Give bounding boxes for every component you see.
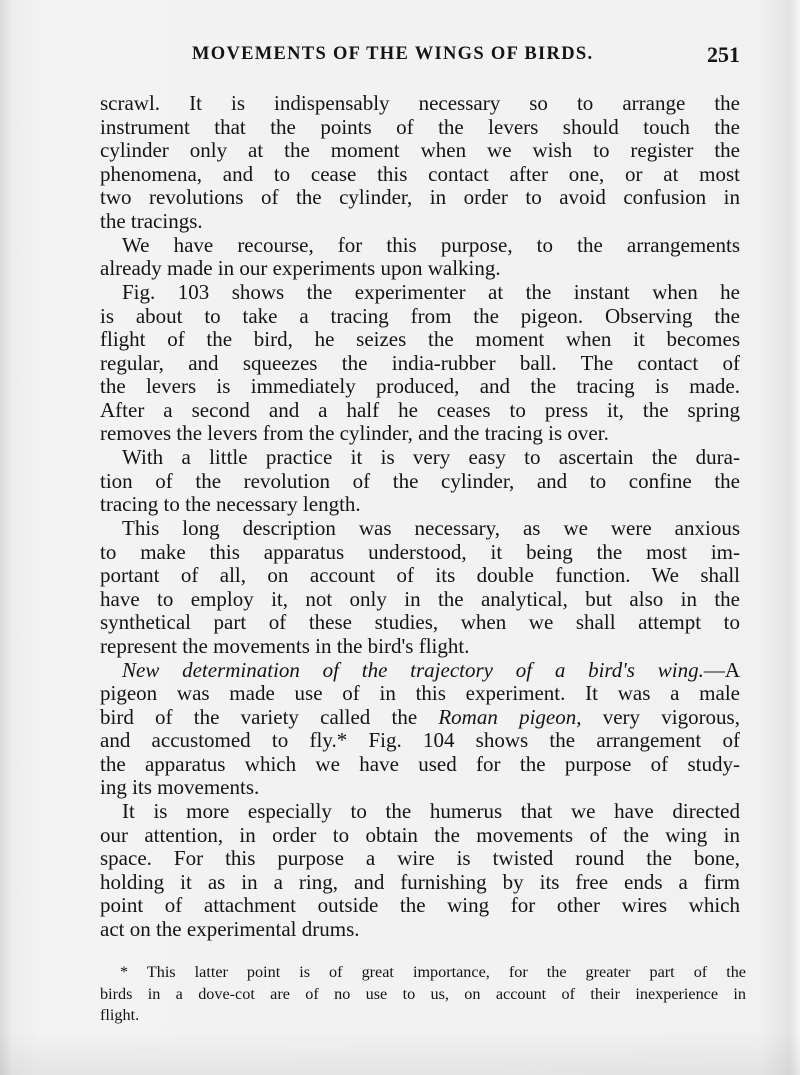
paragraph-5 (100, 517, 740, 658)
text-line: to make this apparatus understood, it being the most im- (100, 539, 740, 564)
text-line: synthetical part of these studies, when we shall attempt to (100, 610, 740, 634)
text-line: our attention, in order to obtain the movements of the wing in (100, 822, 740, 847)
footnote-line: birds in a dove-cot are of no use to us, on account of their inexperience in (100, 984, 746, 1003)
paragraph-6 (100, 659, 740, 800)
text-line: and accustomed to fly.* Fig. 104 shows the arrangement of (100, 728, 740, 752)
text-line: regular, and squeezes the india-rubber ball. The contact of (100, 350, 740, 375)
page-shadow (0, 1030, 800, 1075)
page-number: 251 (707, 42, 740, 67)
text-line: two revolutions of the cylinder, in order to avoid confusion in (100, 185, 740, 209)
text-line: tracing to the necessary length. (100, 492, 361, 516)
text-line: space. For this purpose a wire is twisted round the bone, (100, 846, 740, 870)
text-line: flight of the bird, he seizes the moment when it becomes (100, 327, 740, 351)
footnote-line: flight. (100, 1006, 140, 1024)
text-line (100, 706, 740, 730)
text-run: bird of the variety called the (100, 704, 439, 729)
text-line: is about to take a tracing from the pigeon. Observing the (100, 303, 740, 328)
text-line: already made in our experiments upon walking. (100, 256, 501, 280)
text-line: the tracings. (100, 208, 203, 233)
text-line: phenomena, and to cease this contact after one, or at most (100, 161, 740, 186)
text-line: scrawl. It is indispensably necessary so to arrange the (100, 91, 740, 115)
text-line: act on the experimental drums. (100, 916, 360, 941)
text-line: pigeon was made use of in this experiment. It was a male (100, 681, 740, 705)
text-line: removes the levers from the cylinder, and the tracing is over. (100, 421, 609, 445)
text-line (100, 659, 740, 683)
body-text (100, 92, 740, 942)
text-line: the levers is immediately produced, and the tracing is made. (100, 374, 740, 398)
text-line: have to employ it, not only in the analytical, but also in the (100, 586, 740, 611)
text-line: holding it as in a ring, and furnishing by its free ends a firm (100, 869, 740, 894)
paragraph-1 (100, 92, 740, 233)
running-head-title: MOVEMENTS OF THE WINGS OF BIRDS. (192, 44, 594, 64)
footnote (100, 962, 746, 1027)
paragraph-3 (100, 281, 740, 446)
italic-term: Roman pigeon, (438, 704, 582, 729)
text-line: With a little practice it is very easy to ascertain the dura- (122, 445, 740, 469)
paragraph-7 (100, 800, 740, 941)
text-run: very vigorous, (581, 704, 740, 729)
paragraph-4 (100, 446, 740, 517)
text-line: cylinder only at the moment when we wish to register the (100, 138, 740, 162)
text-line: point of attachment outside the wing for other wires which (100, 893, 740, 917)
paragraph-2 (100, 234, 740, 281)
text-line: the apparatus which we have used for the purpose of study- (100, 751, 740, 776)
running-head (100, 44, 740, 74)
text-line: ing its movements. (100, 775, 260, 799)
text-line: represent the movements in the bird's flight. (100, 633, 470, 658)
text-line: Fig. 103 shows the experimenter at the instant when he (122, 280, 740, 304)
text-line: We have recourse, for this purpose, to the arrangements (122, 232, 740, 257)
text-line: It is more especially to the humerus that we have directed (122, 799, 740, 823)
text-line: This long description was necessary, as we were anxious (122, 516, 740, 540)
em-dash: —A (703, 657, 740, 682)
italic-heading: New determination of the trajectory of a bird's wing. (122, 657, 704, 682)
text-line: portant of all, on account of its double function. We shall (100, 563, 740, 587)
footnote-line: * This latter point is of great importance, for the greater part of the (120, 963, 746, 981)
text-line: instrument that the points of the levers should touch the (100, 114, 740, 139)
text-line: After a second and a half he ceases to press it, the spring (100, 397, 740, 422)
text-line: tion of the revolution of the cylinder, and to confine the (100, 468, 740, 493)
